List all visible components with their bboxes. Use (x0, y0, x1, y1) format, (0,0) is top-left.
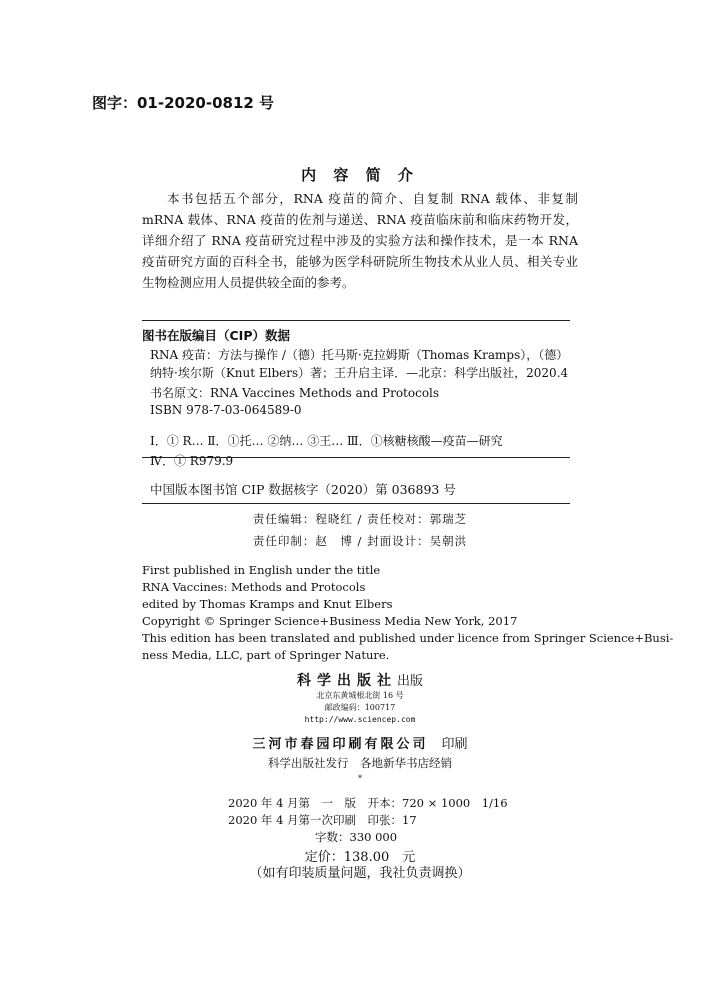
distribution: 科学出版社发行 各地新华书店经销 (268, 756, 452, 770)
cip-verify-number: 中国版本图书馆 CIP 数据核字（2020）第 036893 号 (150, 482, 456, 497)
cip-line: Ⅳ．① R979.9 (150, 454, 234, 468)
printer-suffix: 印刷 (441, 737, 468, 752)
spec-line: 2020 年 4 月第 一 版 开本：720 × 1000 1/16 (228, 796, 508, 810)
permit-number: 图字：01-2020-0812 号 (92, 94, 275, 112)
publisher-name: 科学出版社 (296, 673, 397, 689)
english-line: Copyright © Springer Science+Business Media New York, 2017 (142, 614, 518, 628)
quality-notice: （如有印装质量问题，我社负责调换） (249, 866, 471, 881)
english-line: ness Media, LLC, part of Springer Nature. (142, 648, 390, 662)
separator-star: * (358, 774, 362, 783)
staff-editors: 责任编辑：程晓红 / 责任校对：郭瑞芝 (252, 512, 468, 526)
intro-title: 内 容 简 介 (301, 166, 419, 184)
cip-line: RNA 疫苗：方法与操作 /（德）托马斯·克拉姆斯（Thomas Kramps），（德） (150, 348, 569, 362)
printer-name: 三河市春园印刷有限公司 (252, 737, 429, 752)
english-line: RNA Vaccines: Methods and Protocols (142, 580, 366, 594)
publisher-url: http://www.sciencep.com (304, 715, 416, 724)
divider-middle (142, 457, 570, 458)
intro-paragraph: 本书包括五个部分，RNA 疫苗的简介、自复制 RNA 载体、非复制 mRNA 载体、RNA 疫苗的佐剂与递送、RNA 疫苗临床前和临床药物开发，详细介绍了 RNA 疫苗研究过程中涉及的实验方法和操作技术，是一本 RNA 疫苗研究方面的百科全书，能够为医学科研院所生物技术从业人员、相关专业生物检测应用人员提供较全面的参考。 (142, 191, 578, 290)
printer-line (0, 733, 720, 752)
publisher-postcode: 邮政编码：100717 (324, 703, 396, 712)
cip-line: Ⅰ．① R… Ⅱ．①托… ②纳… ③王… Ⅲ．①核糖核酸—疫苗—研究 (150, 434, 503, 448)
publisher-line (0, 670, 720, 690)
price: 定价：138.00 元 (304, 850, 416, 865)
spec-line: 字数：330 000 (315, 830, 398, 844)
english-line: edited by Thomas Kramps and Knut Elbers (142, 597, 393, 611)
english-copyright-block (142, 562, 674, 664)
cip-line: ISBN 978-7-03-064589-0 (150, 403, 302, 417)
publisher-suffix: 出版 (396, 674, 423, 689)
publisher-address: 北京东黄城根北街 16 号 (316, 691, 404, 700)
print-specs (228, 795, 508, 846)
english-line: First published in English under the title (142, 563, 381, 577)
cip-line: 书名原文：RNA Vaccines Methods and Protocols (150, 386, 440, 400)
cip-line: 纳特·埃尔斯（Knut Elbers）著；王升启主译．—北京：科学出版社，2020.4 (150, 366, 569, 380)
cip-heading: 图书在版编目（CIP）数据 (142, 328, 290, 343)
publisher-address-block (0, 690, 720, 726)
spec-line: 2020 年 4 月第一次印刷 印张：17 (228, 813, 417, 827)
intro-body (142, 188, 578, 293)
divider-bottom (142, 503, 570, 504)
english-line: This edition has been translated and published under licence from Springer Science+Busi- (142, 631, 674, 645)
staff-production: 责任印制：赵 博 / 封面设计：吴朝洪 (252, 534, 468, 548)
divider-top (142, 320, 570, 321)
